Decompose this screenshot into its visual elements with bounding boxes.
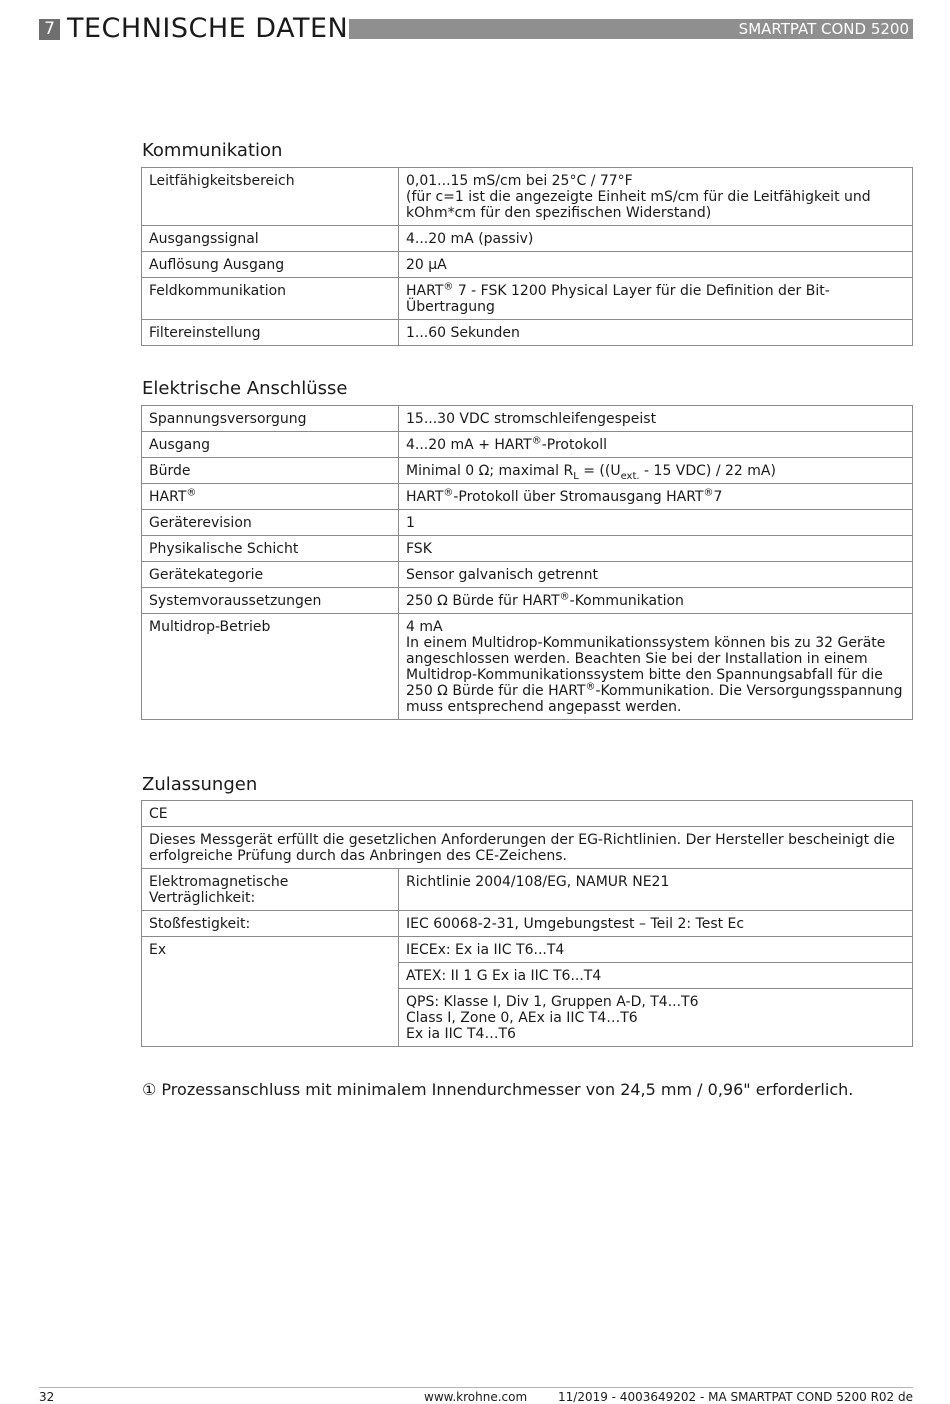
value-text: = ((U (578, 463, 621, 479)
subscript: ext. (620, 470, 640, 482)
page-header (39, 15, 913, 43)
row-value: 1 (399, 510, 913, 536)
table-row (142, 226, 913, 252)
value-text: HART (406, 283, 444, 299)
page-number: 32 (39, 1390, 55, 1404)
row-value: 20 µA (399, 252, 913, 278)
row-key (142, 484, 399, 510)
table-row (142, 827, 913, 869)
chapter-number: 7 (39, 19, 60, 40)
table-row (142, 432, 913, 458)
table-row (142, 484, 913, 510)
chapter-title: TECHNISCHE DATEN (67, 13, 349, 44)
value-text: - 15 VDC) / 22 mA) (639, 463, 776, 479)
table-row (142, 911, 913, 937)
product-bar (349, 19, 913, 39)
ce-text: Dieses Messgerät erfüllt die gesetzlichen Anforderungen der EG-Richtlinien. Der Hersteller bescheinigt die erfolgreiche Prüfung durch das Anbringen des CE-Zeichens. (142, 827, 913, 869)
table-row (142, 510, 913, 536)
value-text: -Kommunikation. Die Versorgungsspannung muss entsprechend angepasst werden. (406, 683, 903, 715)
row-value: 1...60 Sekunden (399, 320, 913, 346)
row-key: Physikalische Schicht (142, 536, 399, 562)
key-text: HART (149, 489, 187, 505)
row-key: Auflösung Ausgang (142, 252, 399, 278)
value-text: 250 Ω Bürde für HART (406, 593, 560, 609)
section-title-zulassungen: Zulassungen (142, 774, 258, 795)
row-value (399, 989, 913, 1047)
table-kommunikation (141, 167, 913, 346)
row-value (399, 458, 913, 484)
registered-mark: ® (703, 487, 714, 499)
row-key: Feldkommunikation (142, 278, 399, 320)
value-text: In einem Multidrop-Kommunikationssystem können bis zu 32 Geräte angeschlossen werden. Beachten Sie bei der Installation in einem Multidrop-Kommunikationssystem bitte den Spannungsabfall für die 250 Ω Bürde für die HART (406, 635, 886, 699)
value-text: 7 (713, 489, 723, 505)
row-key: Ausgang (142, 432, 399, 458)
value-text: -Protokoll (541, 437, 608, 453)
row-key: Bürde (142, 458, 399, 484)
row-value: 15...30 VDC stromschleifengespeist (399, 406, 913, 432)
row-key: Geräterevision (142, 510, 399, 536)
row-value (399, 432, 913, 458)
table-row (142, 278, 913, 320)
footer-divider (39, 1387, 913, 1388)
row-key: Ausgangssignal (142, 226, 399, 252)
table-row (142, 252, 913, 278)
footer-doc-id: 11/2019 - 4003649202 - MA SMARTPAT COND 5200 R02 de (558, 1390, 913, 1404)
row-value: ATEX: II 1 G Ex ia IIC T6...T4 (399, 963, 913, 989)
row-value (399, 588, 913, 614)
row-key: Leitfähigkeitsbereich (142, 168, 399, 226)
row-value: Sensor galvanisch getrennt (399, 562, 913, 588)
row-value: 4...20 mA (passiv) (399, 226, 913, 252)
row-value (399, 614, 913, 720)
value-text: -Kommunikation (569, 593, 684, 609)
table-row (142, 168, 913, 226)
table-row (142, 614, 913, 720)
table-row (142, 869, 913, 911)
row-value: Richtlinie 2004/108/EG, NAMUR NE21 (399, 869, 913, 911)
row-key: Gerätekategorie (142, 562, 399, 588)
row-key: Elektromagnetische Verträglichkeit: (142, 869, 399, 911)
value-line: Class I, Zone 0, AEx ia IIC T4…T6 (406, 1010, 638, 1026)
table-row (142, 406, 913, 432)
subscript: L (573, 470, 579, 482)
ce-heading: CE (142, 801, 913, 827)
value-text: -Protokoll über Stromausgang HART (453, 489, 704, 505)
table-row (142, 801, 913, 827)
table-row (142, 937, 913, 963)
table-row (142, 588, 913, 614)
table-row (142, 458, 913, 484)
footer-url: www.krohne.com (424, 1390, 528, 1404)
registered-mark: ® (531, 435, 542, 447)
row-key: Multidrop-Betrieb (142, 614, 399, 720)
row-value (399, 278, 913, 320)
registered-mark: ® (443, 281, 454, 293)
table-elektrisch (141, 405, 913, 720)
row-key: Ex (142, 937, 399, 1047)
registered-mark: ® (443, 487, 454, 499)
value-text: HART (406, 489, 444, 505)
registered-mark: ® (186, 487, 197, 499)
table-row (142, 536, 913, 562)
footnote: ① Prozessanschluss mit minimalem Innendurchmesser von 24,5 mm / 0,96" erforderlich. (142, 1080, 854, 1099)
value-line: 4 mA (406, 619, 443, 635)
table-zulassungen (141, 800, 913, 1047)
registered-mark: ® (559, 591, 570, 603)
row-key: Systemvoraussetzungen (142, 588, 399, 614)
row-value (399, 168, 913, 226)
section-title-elektrisch: Elektrische Anschlüsse (142, 378, 348, 399)
value-text: 4...20 mA + HART (406, 437, 532, 453)
product-name: SMARTPAT COND 5200 (738, 20, 909, 38)
registered-mark: ® (585, 681, 596, 693)
value-line: (für c=1 ist die angezeigte Einheit mS/cm für die Leitfähigkeit und kOhm*cm für den spezifischen Widerstand) (406, 189, 871, 221)
value-line (406, 635, 905, 715)
value-line: QPS: Klasse I, Div 1, Gruppen A-D, T4...T6 (406, 994, 699, 1010)
row-key: Stoßfestigkeit: (142, 911, 399, 937)
table-row (142, 320, 913, 346)
value-line: 0,01...15 mS/cm bei 25°C / 77°F (406, 173, 633, 189)
row-key: Spannungsversorgung (142, 406, 399, 432)
row-value (399, 484, 913, 510)
section-title-kommunikation: Kommunikation (142, 140, 283, 161)
value-text: 7 - FSK 1200 Physical Layer für die Definition der Bit-Übertragung (406, 283, 830, 315)
value-text: Minimal 0 Ω; maximal R (406, 463, 574, 479)
row-value: FSK (399, 536, 913, 562)
table-row (142, 562, 913, 588)
row-key: Filtereinstellung (142, 320, 399, 346)
row-value: IECEx: Ex ia IIC T6...T4 (399, 937, 913, 963)
row-value: IEC 60068-2-31, Umgebungstest – Teil 2: Test Ec (399, 911, 913, 937)
value-line: Ex ia IIC T4…T6 (406, 1026, 516, 1042)
